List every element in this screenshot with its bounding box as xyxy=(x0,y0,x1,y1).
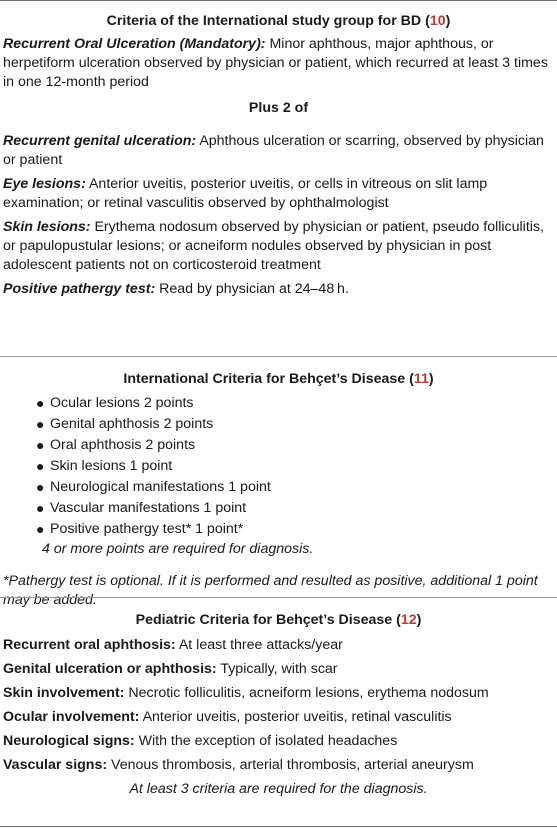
criterion-genital-ulceration: Recurrent genital ulceration: Aphthous ulceration or scarring, observed by physician or patient xyxy=(3,133,544,169)
isg-criteria-section xyxy=(0,12,557,299)
criterion-eye-lesions: Eye lesions: Anterior uveitis, posterior uveitis, or cells in vitreous on slit lamp examination; or retinal vasculitis observed by ophthalmologist xyxy=(3,176,488,212)
list-item: ● Positive pathergy test* 1 point* xyxy=(0,519,557,540)
list-item: ● Neurological manifestations 1 point xyxy=(0,477,557,498)
bullet-icon: ● xyxy=(36,521,45,537)
criterion-skin-lesions: Skin lesions: Erythema nodosum observed by physician or patient, pseudo folliculitis, or papulopustular lesions; or acneiform nodules observed by physician in post adolescent patients not on corticosteroid treatment xyxy=(3,219,544,274)
reference-link-12[interactable]: 12 xyxy=(400,612,417,628)
criterion-pathergy-test: Positive pathergy test: Read by physician at 24–48 h. xyxy=(3,281,349,298)
points-requirement: 4 or more points are required for diagnosis. xyxy=(42,541,314,557)
pediatric-criterion: Skin involvement: Necrotic folliculitis, acneiform lesions, erythema nodosum xyxy=(3,685,489,701)
pediatric-criterion: Vascular signs: Venous thrombosis, arterial thrombosis, arterial aneurysm xyxy=(3,757,474,773)
list-item: ● Genital aphthosis 2 points xyxy=(0,414,557,435)
list-item: ● Ocular lesions 2 points xyxy=(0,393,557,414)
pediatric-criterion: Genital ulceration or aphthosis: Typically, with scar xyxy=(3,661,338,677)
bullet-icon: ● xyxy=(36,416,45,432)
pediatric-criterion: Ocular involvement: Anterior uveitis, posterior uveitis, retinal vasculitis xyxy=(3,709,452,725)
bullet-icon: ● xyxy=(36,437,45,453)
bullet-icon: ● xyxy=(36,458,45,474)
bullet-icon: ● xyxy=(36,479,45,495)
icbd-section xyxy=(0,370,557,610)
pediatric-criterion: Neurological signs: With the exception of isolated headaches xyxy=(3,733,398,749)
section-divider xyxy=(0,356,557,357)
list-item: ● Oral aphthosis 2 points xyxy=(0,435,557,456)
plus-two-of-heading: Plus 2 of xyxy=(248,100,309,116)
bullet-icon: ● xyxy=(36,500,45,516)
icbd-title: International Criteria for Behçet’s Disease (11) xyxy=(123,371,434,387)
pediatric-requirement: At least 3 criteria are required for the diagnosis. xyxy=(129,781,428,797)
mandatory-criterion: Recurrent Oral Ulceration (Mandatory): Minor aphthous, major aphthous, or herpetiform ulceration observed by physician or patient, which recurred at least 3 times in one 12-month period xyxy=(3,36,548,90)
list-item: ● Vascular manifestations 1 point xyxy=(0,498,557,519)
bullet-icon: ● xyxy=(36,395,45,411)
reference-link-10[interactable]: 10 xyxy=(429,13,446,29)
list-item: ● Skin lesions 1 point xyxy=(0,456,557,477)
top-rule xyxy=(0,0,557,1)
section-divider xyxy=(0,597,557,598)
reference-link-11[interactable]: 11 xyxy=(413,371,429,387)
bottom-rule xyxy=(0,826,557,827)
pediatric-criterion: Recurrent oral aphthosis: At least three attacks/year xyxy=(3,637,343,653)
isg-criteria-title: Criteria of the International study group for BD (10) xyxy=(106,13,451,29)
pediatric-section xyxy=(0,611,557,799)
pathergy-footnote: *Pathergy test is optional. If it is performed and resulted as positive, additional 1 point may be added. xyxy=(3,573,538,608)
pediatric-title: Pediatric Criteria for Behçet’s Disease (12) xyxy=(135,612,422,628)
points-list xyxy=(0,393,557,540)
